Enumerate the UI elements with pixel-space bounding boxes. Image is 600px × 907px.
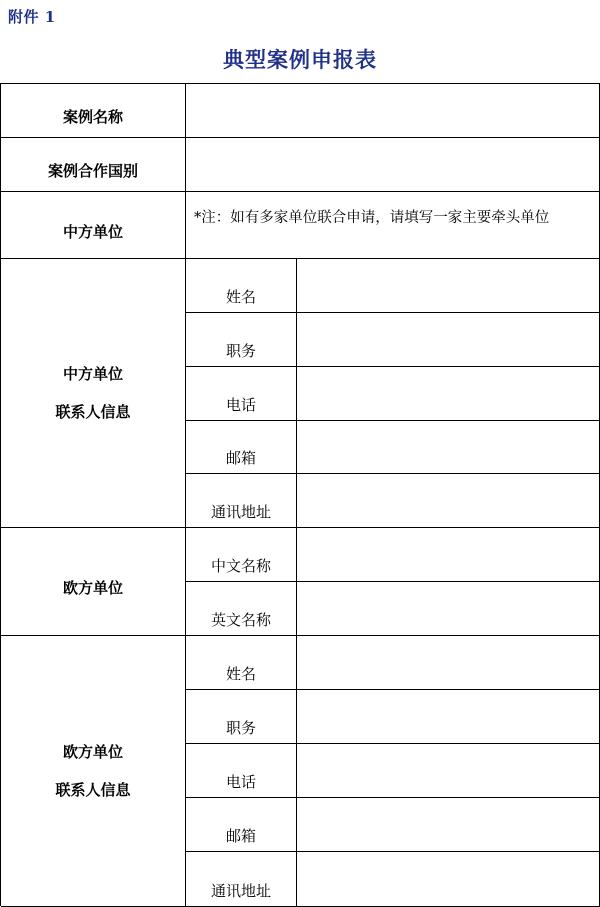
case-name-field[interactable]: [186, 84, 600, 138]
declaration-form-table: [0, 83, 600, 906]
european-contact-address-label: 通讯地址: [186, 852, 297, 907]
european-unit-label: 欧方单位: [1, 528, 186, 636]
chinese-unit-field[interactable]: [186, 192, 600, 259]
case-countries-label: 案例合作国别: [1, 138, 186, 192]
form-title: 典型案例申报表: [223, 48, 377, 72]
european-unit-english-name-field[interactable]: [297, 582, 600, 636]
european-unit-chinese-name-label: 中文名称: [186, 528, 297, 582]
chinese-contact-address-label: 通讯地址: [186, 474, 297, 528]
european-contact-name-label: 姓名: [186, 636, 297, 690]
european-unit-chinese-name-field[interactable]: [297, 528, 600, 582]
chinese-contact-phone-label: 电话: [186, 367, 297, 421]
chinese-contact-title-label: 职务: [186, 313, 297, 367]
chinese-unit-label: 中方单位: [1, 192, 186, 259]
chinese-contact-name-label: 姓名: [186, 259, 297, 313]
european-contact-phone-field[interactable]: [297, 744, 600, 798]
chinese-unit-note: *注：如有多家单位联合申请，请填写一家主要牵头单位: [194, 210, 550, 226]
european-contact-address-field[interactable]: [297, 852, 600, 907]
european-contact-phone-label: 电话: [186, 744, 297, 798]
chinese-contact-label: 中方单位 联系人信息: [1, 259, 186, 528]
case-name-label: 案例名称: [1, 84, 186, 138]
european-unit-english-name-label: 英文名称: [186, 582, 297, 636]
chinese-contact-email-label: 邮箱: [186, 421, 297, 474]
attachment-label: 附件 1: [8, 8, 56, 26]
european-contact-name-field[interactable]: [297, 636, 600, 690]
chinese-contact-title-field[interactable]: [297, 313, 600, 367]
european-contact-title-field[interactable]: [297, 690, 600, 744]
chinese-contact-name-field[interactable]: [297, 259, 600, 313]
chinese-contact-address-field[interactable]: [297, 474, 600, 528]
european-contact-label: 欧方单位 联系人信息: [1, 636, 186, 907]
chinese-contact-phone-field[interactable]: [297, 367, 600, 421]
european-contact-email-field[interactable]: [297, 798, 600, 852]
european-contact-email-label: 邮箱: [186, 798, 297, 852]
european-contact-title-label: 职务: [186, 690, 297, 744]
chinese-contact-email-field[interactable]: [297, 421, 600, 474]
case-countries-field[interactable]: [186, 138, 600, 192]
